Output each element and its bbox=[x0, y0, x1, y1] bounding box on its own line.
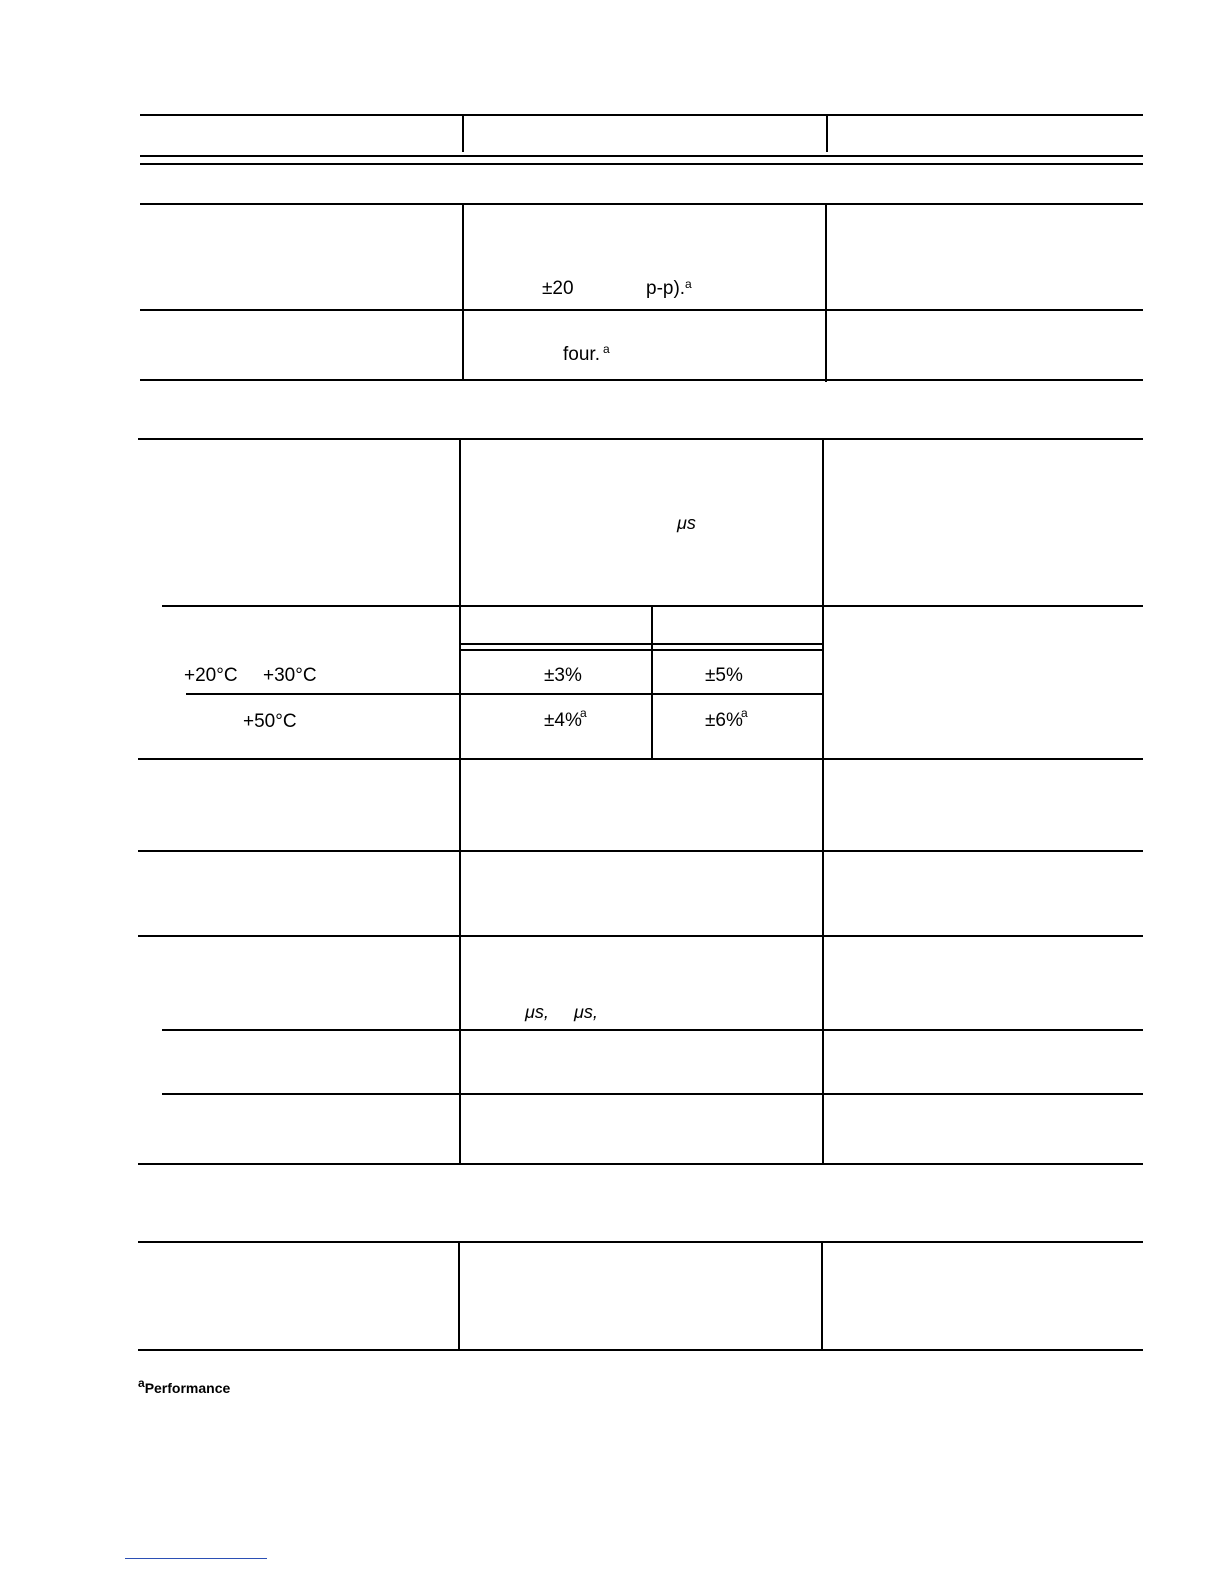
section-2-divider-2 bbox=[822, 440, 824, 1164]
footnote-mark: a bbox=[138, 1376, 145, 1390]
temp-2-tolerance-b-mark: a bbox=[741, 706, 748, 720]
header-divider-2 bbox=[826, 116, 828, 152]
temps-subheader-rule-2 bbox=[460, 649, 823, 651]
section-3-divider-1 bbox=[458, 1243, 460, 1350]
header-divider-1 bbox=[462, 116, 464, 152]
row-1-top-rule bbox=[140, 203, 1143, 205]
temps-subcol-divider bbox=[651, 607, 653, 759]
temp-2-tolerance-a: ±4% bbox=[544, 710, 582, 731]
header-double-rule-1 bbox=[140, 155, 1143, 157]
temp-1-tolerance-b: ±5% bbox=[705, 665, 743, 686]
row-2-plus-minus: ±20 bbox=[542, 278, 574, 299]
page-footer-rule bbox=[125, 1558, 267, 1559]
section-3-divider-2 bbox=[821, 1243, 823, 1350]
row-2-top-rule bbox=[140, 309, 1143, 311]
temp-1-high: +30°C bbox=[263, 665, 317, 686]
section-1-divider-1 bbox=[462, 205, 464, 380]
row-2-pp: p-p). bbox=[646, 278, 686, 299]
row-7-top-rule bbox=[162, 1029, 1143, 1031]
row-4-top-rule bbox=[138, 758, 1143, 760]
row-2-footnote-mark: a bbox=[685, 277, 692, 291]
temp-1-tolerance-a: ±3% bbox=[544, 665, 582, 686]
temp-2-tolerance-a-mark: a bbox=[580, 706, 587, 720]
row-6-top-rule bbox=[138, 935, 1143, 937]
row-8-top-rule bbox=[162, 1093, 1143, 1095]
section-1-divider-2 bbox=[825, 205, 827, 382]
footnote bbox=[138, 1376, 230, 1396]
row-5-top-rule bbox=[138, 850, 1143, 852]
row-7-microseconds-1: μs, bbox=[525, 1002, 549, 1022]
row-7-microseconds-2: μs, bbox=[574, 1002, 598, 1022]
temps-mid-rule bbox=[186, 693, 823, 695]
row-3-top-rule bbox=[138, 438, 1143, 440]
header-double-rule-2 bbox=[140, 163, 1143, 165]
row-8-bottom-rule bbox=[138, 1163, 1143, 1165]
temp-2: +50°C bbox=[243, 711, 297, 732]
section-2-divider-1 bbox=[459, 440, 461, 1164]
row-3-footnote-mark: a bbox=[603, 342, 610, 356]
row-3-text: four. bbox=[563, 344, 600, 365]
row-9-top-rule bbox=[138, 1241, 1143, 1243]
footnote-text: Performance bbox=[144, 1380, 231, 1396]
temp-1-low: +20°C bbox=[184, 665, 238, 686]
temps-subheader-rule-1 bbox=[460, 643, 823, 645]
table-bottom-rule bbox=[138, 1349, 1143, 1351]
row-4-microseconds: μs bbox=[677, 513, 696, 533]
row-2-bottom-rule bbox=[140, 379, 1143, 381]
temp-2-tolerance-b: ±6% bbox=[705, 710, 743, 731]
table-top-rule bbox=[140, 114, 1143, 116]
